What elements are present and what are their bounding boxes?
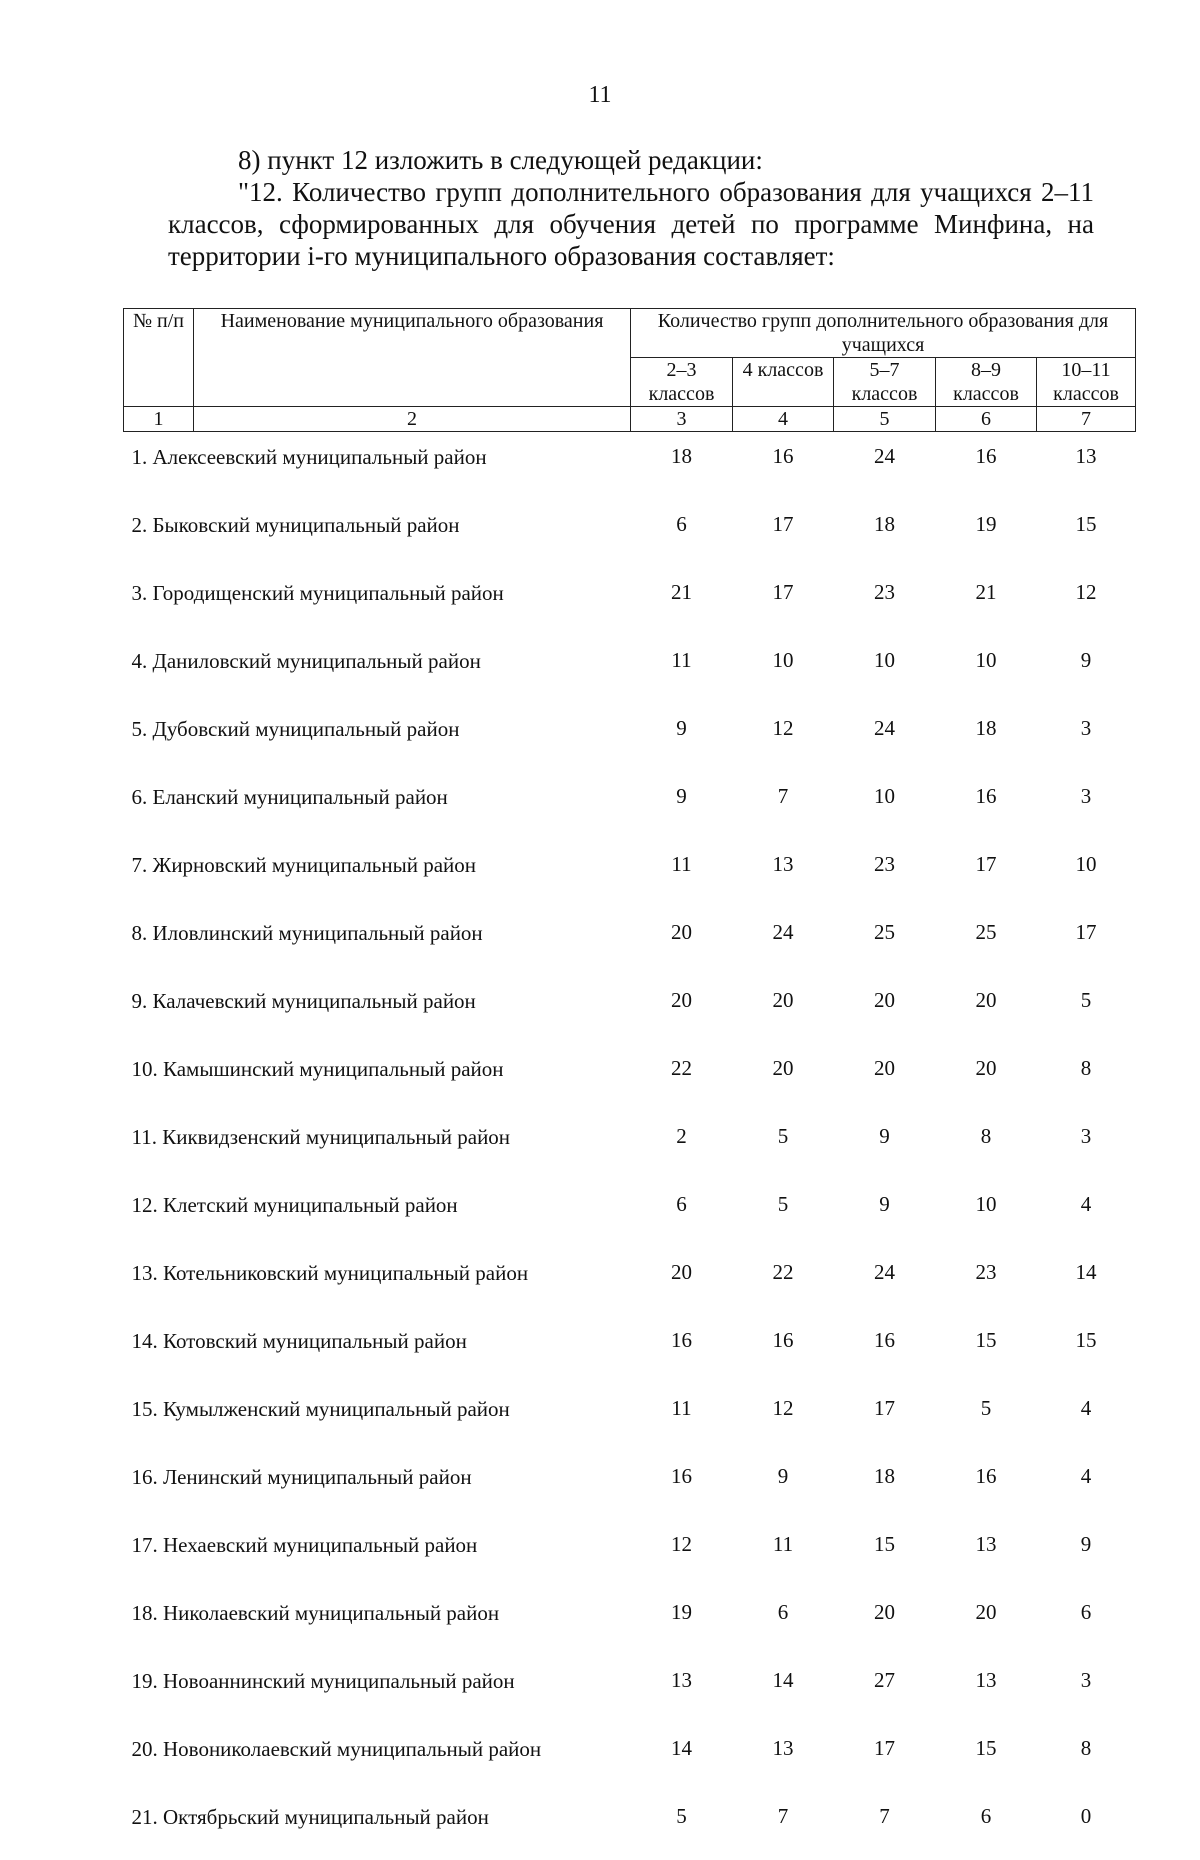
value-cell: 6 [733,1588,834,1656]
district-name: 18. Николаевский муниципальный район [124,1588,631,1656]
value-cell: 15 [936,1316,1037,1384]
value-cell: 16 [936,772,1037,840]
value-cell: 17 [936,840,1037,908]
value-cell: 9 [834,1112,936,1180]
value-cell: 20 [631,1248,733,1316]
table-row [124,772,1136,840]
value-cell: 17 [834,1384,936,1452]
value-cell: 10 [834,772,936,840]
value-cell: 24 [733,908,834,976]
value-cell: 20 [936,976,1037,1044]
column-index: 3 [631,407,733,432]
header-row-1 [124,309,1136,358]
header-groups: Количество групп дополнительного образования для учащихся [631,309,1136,358]
value-cell: 23 [834,568,936,636]
column-index: 7 [1037,407,1136,432]
value-cell: 20 [834,976,936,1044]
table-row [124,1452,1136,1520]
value-cell: 18 [834,1452,936,1520]
value-cell: 0 [1037,1792,1136,1860]
value-cell: 10 [733,636,834,704]
column-index: 4 [733,407,834,432]
table-row [124,568,1136,636]
table-row [124,908,1136,976]
table-row [124,840,1136,908]
value-cell: 18 [936,704,1037,772]
value-cell: 20 [936,1044,1037,1112]
value-cell: 11 [631,636,733,704]
value-cell: 7 [733,772,834,840]
value-cell: 20 [834,1588,936,1656]
amendment-intro: 8) пункт 12 изложить в следующей редакции: [168,144,1094,176]
value-cell: 4 [1037,1180,1136,1248]
value-cell: 13 [733,840,834,908]
value-cell: 11 [733,1520,834,1588]
value-cell: 14 [733,1656,834,1724]
district-name: 19. Новоаннинский муниципальный район [124,1656,631,1724]
district-name: 2. Быковский муниципальный район [124,500,631,568]
value-cell: 20 [631,908,733,976]
value-cell: 6 [936,1792,1037,1860]
district-name: 5. Дубовский муниципальный район [124,704,631,772]
district-name: 17. Нехаевский муниципальный район [124,1520,631,1588]
value-cell: 9 [1037,636,1136,704]
header-class-col: 10–11 классов [1037,358,1136,407]
value-cell: 9 [733,1452,834,1520]
table-row [124,1316,1136,1384]
value-cell: 3 [1037,1112,1136,1180]
value-cell: 2 [631,1112,733,1180]
district-name: 12. Клетский муниципальный район [124,1180,631,1248]
value-cell: 14 [631,1724,733,1792]
value-cell: 3 [1037,1656,1136,1724]
groups-table [123,308,1136,1860]
table-row [124,1044,1136,1112]
district-name: 10. Камышинский муниципальный район [124,1044,631,1112]
district-name: 8. Иловлинский муниципальный район [124,908,631,976]
text-block [168,144,1094,272]
value-cell: 17 [733,500,834,568]
value-cell: 6 [631,500,733,568]
table-row [124,1180,1136,1248]
value-cell: 15 [1037,1316,1136,1384]
value-cell: 10 [1037,840,1136,908]
value-cell: 5 [733,1180,834,1248]
district-name: 6. Еланский муниципальный район [124,772,631,840]
value-cell: 6 [1037,1588,1136,1656]
value-cell: 8 [936,1112,1037,1180]
value-cell: 18 [631,432,733,501]
value-cell: 25 [834,908,936,976]
value-cell: 24 [834,1248,936,1316]
value-cell: 12 [733,704,834,772]
value-cell: 8 [1037,1044,1136,1112]
value-cell: 17 [1037,908,1136,976]
table-row [124,976,1136,1044]
value-cell: 16 [834,1316,936,1384]
value-cell: 21 [631,568,733,636]
district-name: 14. Котовский муниципальный район [124,1316,631,1384]
value-cell: 20 [733,1044,834,1112]
value-cell: 6 [631,1180,733,1248]
header-name: Наименование муниципального образования [194,309,631,407]
value-cell: 24 [834,704,936,772]
value-cell: 16 [631,1316,733,1384]
page-number: 11 [0,82,1200,109]
value-cell: 5 [936,1384,1037,1452]
district-name: 20. Новониколаевский муниципальный район [124,1724,631,1792]
value-cell: 21 [936,568,1037,636]
value-cell: 13 [936,1656,1037,1724]
value-cell: 22 [733,1248,834,1316]
district-name: 13. Котельниковский муниципальный район [124,1248,631,1316]
table-row [124,432,1136,501]
header-class-col: 5–7 классов [834,358,936,407]
value-cell: 22 [631,1044,733,1112]
value-cell: 16 [936,432,1037,501]
value-cell: 16 [631,1452,733,1520]
value-cell: 13 [733,1724,834,1792]
column-index: 2 [194,407,631,432]
header-num: № п/п [124,309,194,407]
value-cell: 20 [733,976,834,1044]
amendment-paragraph: "12. Количество групп дополнительного образования для учащихся 2–11 классов, сформированных для обучения детей по программе Минфина, на территории i-го муниципального образования составляет: [168,176,1094,272]
table-row [124,1724,1136,1792]
table-row [124,1792,1136,1860]
header-class-col: 4 классов [733,358,834,407]
value-cell: 20 [936,1588,1037,1656]
value-cell: 17 [834,1724,936,1792]
value-cell: 11 [631,840,733,908]
value-cell: 11 [631,1384,733,1452]
district-name: 4. Даниловский муниципальный район [124,636,631,704]
value-cell: 20 [631,976,733,1044]
value-cell: 3 [1037,772,1136,840]
value-cell: 20 [834,1044,936,1112]
table-row [124,1248,1136,1316]
value-cell: 23 [936,1248,1037,1316]
district-name: 9. Калачевский муниципальный район [124,976,631,1044]
district-name: 1. Алексеевский муниципальный район [124,432,631,501]
district-name: 7. Жирновский муниципальный район [124,840,631,908]
value-cell: 7 [733,1792,834,1860]
value-cell: 14 [1037,1248,1136,1316]
district-name: 3. Городищенский муниципальный район [124,568,631,636]
value-cell: 27 [834,1656,936,1724]
value-cell: 10 [936,636,1037,704]
district-name: 11. Киквидзенский муниципальный район [124,1112,631,1180]
value-cell: 12 [1037,568,1136,636]
value-cell: 7 [834,1792,936,1860]
value-cell: 19 [631,1588,733,1656]
value-cell: 16 [733,432,834,501]
value-cell: 25 [936,908,1037,976]
value-cell: 8 [1037,1724,1136,1792]
value-cell: 13 [631,1656,733,1724]
value-cell: 13 [936,1520,1037,1588]
value-cell: 5 [631,1792,733,1860]
table-row [124,1384,1136,1452]
value-cell: 10 [834,636,936,704]
value-cell: 16 [936,1452,1037,1520]
column-index: 1 [124,407,194,432]
table-row [124,636,1136,704]
value-cell: 4 [1037,1384,1136,1452]
value-cell: 12 [733,1384,834,1452]
district-name: 15. Кумылженский муниципальный район [124,1384,631,1452]
value-cell: 15 [936,1724,1037,1792]
value-cell: 15 [1037,500,1136,568]
district-name: 21. Октябрьский муниципальный район [124,1792,631,1860]
header-class-col: 8–9 классов [936,358,1037,407]
table-row [124,500,1136,568]
value-cell: 16 [733,1316,834,1384]
table-row [124,1588,1136,1656]
value-cell: 3 [1037,704,1136,772]
value-cell: 17 [733,568,834,636]
column-index-row [124,407,1136,432]
column-index: 6 [936,407,1037,432]
header-class-col: 2–3 классов [631,358,733,407]
column-index: 5 [834,407,936,432]
value-cell: 9 [631,772,733,840]
table-body [124,432,1136,1860]
value-cell: 24 [834,432,936,501]
district-name: 16. Ленинский муниципальный район [124,1452,631,1520]
table-row [124,1520,1136,1588]
value-cell: 5 [733,1112,834,1180]
table-row [124,1112,1136,1180]
value-cell: 19 [936,500,1037,568]
value-cell: 15 [834,1520,936,1588]
value-cell: 5 [1037,976,1136,1044]
table-row [124,704,1136,772]
value-cell: 4 [1037,1452,1136,1520]
value-cell: 9 [1037,1520,1136,1588]
value-cell: 10 [936,1180,1037,1248]
value-cell: 9 [631,704,733,772]
value-cell: 13 [1037,432,1136,501]
value-cell: 23 [834,840,936,908]
value-cell: 12 [631,1520,733,1588]
table-row [124,1656,1136,1724]
value-cell: 18 [834,500,936,568]
value-cell: 9 [834,1180,936,1248]
